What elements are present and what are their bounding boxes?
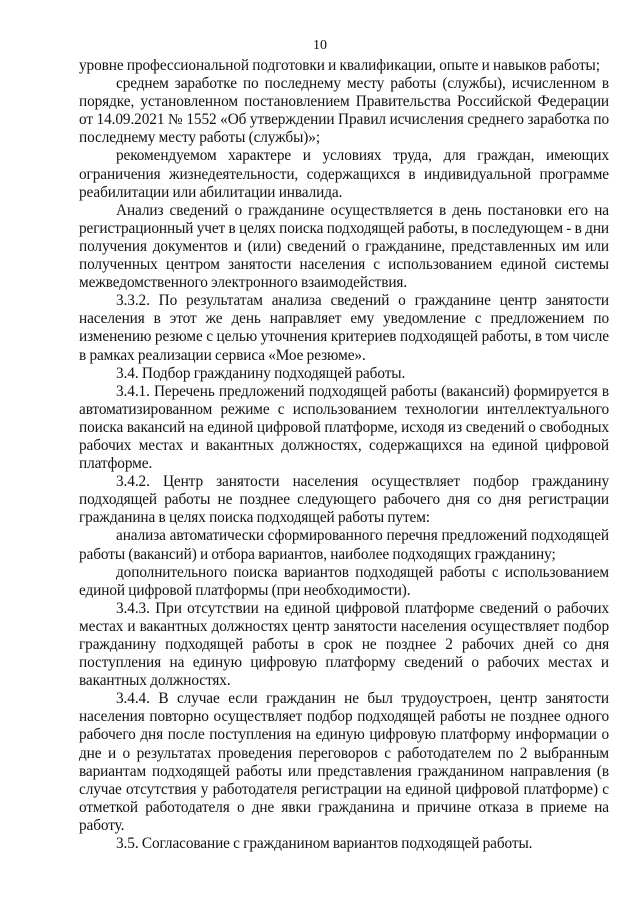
paragraph-average-salary: среднем заработке по последнему месту работы (службы), исчисленном в порядке, установленном постановлением Правительства Российской Федерации от 14.09.2021 № 1552 «Об утверждении Правил исчисления среднего заработка по последнему месту работы (службы)»; [79, 75, 609, 147]
paragraph-3-4-3: 3.4.3. При отсутствии на единой цифровой платформе сведений о рабочих местах и вакантных должностях центр занятости населения осуществляет подбор гражданину подходящей работы в срок не позднее 2 рабочих дней со дня поступления на единую цифровую платформу сведений о рабочих местах и вакантных должностях. [79, 599, 609, 690]
page-number: 10 [313, 38, 327, 53]
paragraph-3-5-heading: 3.5. Согласование с гражданином вариантов подходящей работы. [116, 835, 533, 853]
paragraph-3-4-1: 3.4.1. Перечень предложений подходящей работы (вакансий) формируется в автоматизированном режиме с использованием технологии интеллектуального поиска вакансий на единой цифровой платформе, исходя из сведений о свободных рабочих местах и вакантных должностях, содержащихся на единой цифровой платформе. [79, 382, 609, 473]
document-body [79, 57, 609, 853]
paragraph-3-4-heading: 3.4. Подбор гражданину подходящей работы. [116, 364, 406, 382]
paragraph-additional-search-item: дополнительного поиска вариантов подходящей работы с использованием единой цифровой платформы (при необходимости). [79, 563, 609, 599]
paragraph-analysis-timing: Анализ сведений о гражданине осуществляется в день постановки его на регистрационный учет в целях поиска подходящей работы, в последующем - в дни получения документов и (или) сведений о гражданине, представленных им или полученных центром занятости населения с использованием единой системы межведомственного электронного взаимодействия. [79, 201, 609, 292]
paragraph-analysis-list-item: анализа автоматически сформированного перечня предложений подходящей работы (вакансий) и отбора вариантов, наиболее подходящих гражданину; [79, 527, 609, 563]
paragraph-work-experience: уровне профессиональной подготовки и квалификации, опыте и навыков работы; [79, 57, 600, 74]
paragraph-3-4-4: 3.4.4. В случае если гражданин не был трудоустроен, центр занятости населения повторно осуществляет подбор подходящей работы не позднее одного рабочего дня после поступления на единую цифровую платформу информации о дне и о результатах проведения переговоров с работодателем по 2 выбранным вариантам подходящей работы или представления гражданином направления (в случае отсутствия у работодателя регистрации на единой цифровой платформе) с отметкой работодателя о дне явки гражданина и причине отказа в приеме на работу. [79, 690, 609, 834]
paragraph-work-conditions: рекомендуемом характере и условиях труда, для граждан, имеющих ограничения жизнедеятельности, содержащихся в индивидуальной программе реабилитации или абилитации инвалида. [79, 147, 609, 201]
paragraph-3-3-2: 3.3.2. По результатам анализа сведений о гражданине центр занятости населения в этот же день направляет ему уведомление с предложением по изменению резюме с целью уточнения критериев подходящей работы, в том числе в рамках реализации сервиса «Мое резюме». [79, 292, 609, 364]
paragraph-3-4-2: 3.4.2. Центр занятости населения осуществляет подбор гражданину подходящей работы не позднее следующего рабочего дня со дня регистрации гражданина в целях поиска подходящей работы путем: [79, 473, 609, 527]
